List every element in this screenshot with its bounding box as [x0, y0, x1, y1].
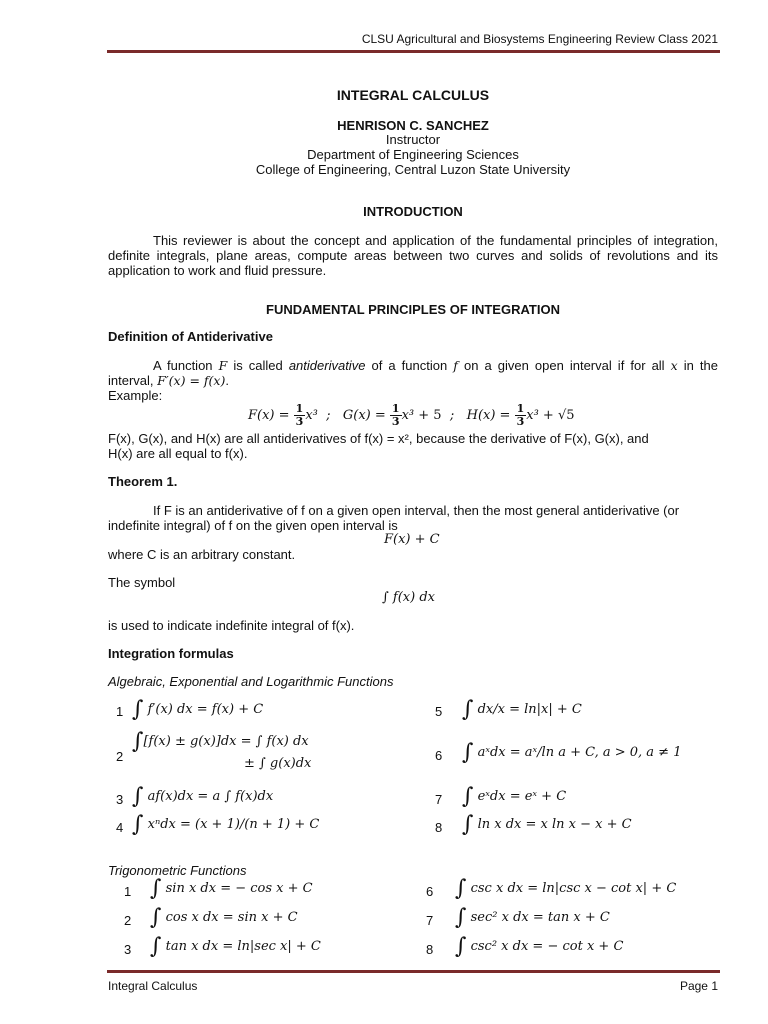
- author-department: Department of Engineering Sciences: [307, 147, 519, 162]
- theorem-constant-note: where C is an arbitrary constant.: [108, 547, 296, 562]
- formula-number: 6: [426, 884, 434, 899]
- def-text-e: in the: [683, 358, 719, 373]
- page-number: Page 1: [679, 979, 718, 993]
- header-rule: [107, 50, 720, 53]
- formula-row: ∫ cos x dx = sin x + C: [150, 905, 298, 930]
- def-term: antiderivative: [288, 358, 366, 373]
- footer-rule: [107, 970, 720, 973]
- author-college: College of Engineering, Central Luzon State University: [255, 162, 571, 177]
- formula-expr: ln x dx = x ln x − x + C: [477, 817, 632, 832]
- formula-expr: sin x dx = − cos x + C: [165, 881, 313, 896]
- formulas-heading: Integration formulas: [108, 646, 234, 661]
- formula-expr: ± ∫ g(x)dx: [244, 756, 312, 771]
- algebraic-heading: Algebraic, Exponential and Logarithmic Functions: [108, 674, 394, 689]
- footer-title: Integral Calculus: [108, 979, 198, 993]
- def-text-a: A function: [153, 358, 213, 373]
- formula-number: 8: [435, 820, 443, 835]
- formula-row: ∫ eˣdx = eˣ + C: [462, 784, 567, 809]
- theorem-paragraph: [108, 503, 718, 533]
- symbol-description: is used to indicate indefinite integral of f(x).: [108, 618, 355, 633]
- author-name: HENRISON C. SANCHEZ: [337, 118, 489, 133]
- symbol-equation: ∫ f(x) dx: [382, 590, 435, 605]
- trig-heading: Trigonometric Functions: [108, 863, 247, 878]
- formula-expr: csc x dx = ln|csc x − cot x| + C: [470, 881, 677, 896]
- formula-row: ∫ csc² x dx = − cot x + C: [455, 934, 624, 959]
- formula-number: 8: [426, 942, 434, 957]
- formula-number: 5: [435, 704, 443, 719]
- theorem-heading: Theorem 1.: [108, 474, 178, 489]
- formula-number: 3: [124, 942, 132, 957]
- formula-number: 2: [124, 913, 132, 928]
- formula-number: 7: [435, 792, 443, 807]
- formula-expr: af(x)dx = a ∫ f(x)dx: [147, 789, 274, 804]
- formula-expr: csc² x dx = − cot x + C: [470, 939, 624, 954]
- formula-expr: xⁿdx = (x + 1)/(n + 1) + C: [147, 817, 320, 832]
- example-label: Example:: [108, 388, 163, 403]
- running-header: CLSU Agricultural and Biosystems Engineering Review Class 2021: [361, 32, 718, 46]
- formula-expr: [f(x) ± g(x)]dx = ∫ f(x) dx: [143, 734, 309, 749]
- formula-expr: sec² x dx = tan x + C: [470, 910, 610, 925]
- formula-row: ∫ tan x dx = ln|sec x| + C: [150, 934, 321, 959]
- formula-row: ∫ dx/x = ln|x| + C: [462, 697, 582, 722]
- theorem-line2: indefinite integral) of f on the given open interval is: [108, 518, 398, 533]
- formula-number: 6: [435, 748, 443, 763]
- formula-number: 1: [124, 884, 132, 899]
- theorem-line1: If F is an antiderivative of f on a given open interval, then the most general antiderivative (or: [153, 503, 680, 518]
- fundamental-heading: FUNDAMENTAL PRINCIPLES OF INTEGRATION: [266, 302, 560, 317]
- def-text-b: is called: [233, 358, 283, 373]
- anti-note-line1: F(x), G(x), and H(x) are all antiderivatives of f(x) = x², because the derivative of F(x), G(x), and: [108, 431, 649, 446]
- formula-row: ∫ ln x dx = x ln x − x + C: [462, 812, 632, 837]
- example-equation: F(x) = $\frac{1}{3}$ x³ ; G(x) = $\frac{1}{3}$ x³ + 5 ; H(x) = $\frac{1}{3}$ x³ + √5: [248, 402, 575, 428]
- formula-row: ∫ af(x)dx = a ∫ f(x)dx: [132, 784, 274, 809]
- formula-expr: tan x dx = ln|sec x| + C: [165, 939, 321, 954]
- def-heading: Definition of Antiderivative: [108, 329, 273, 344]
- formula-row: ∫[f(x) ± g(x)]dx = ∫ f(x) dx: [132, 729, 309, 754]
- author-role: Instructor: [385, 132, 441, 147]
- formula-row: ∫ xⁿdx = (x + 1)/(n + 1) + C: [132, 812, 320, 837]
- symbol-label: The symbol: [108, 575, 176, 590]
- formula-number: 3: [116, 792, 124, 807]
- formula-expr: aˣdx = aˣ/ln a + C, a > 0, a ≠ 1: [477, 745, 682, 760]
- intro-heading: INTRODUCTION: [363, 204, 463, 219]
- formula-number: 2: [116, 749, 124, 764]
- def-text-c: of a function: [371, 358, 448, 373]
- formula-row: ∫ csc x dx = ln|csc x − cot x| + C: [455, 876, 677, 901]
- formula-row: ∫ sec² x dx = tan x + C: [455, 905, 610, 930]
- formula-number: 1: [116, 704, 124, 719]
- formula-row: ∫ f′(x) dx = f(x) + C: [132, 697, 264, 722]
- def-text-d: on a given open interval if for all: [463, 358, 665, 373]
- formula-number: 4: [116, 820, 124, 835]
- antiderivative-note: [108, 431, 718, 461]
- page-title: INTEGRAL CALCULUS: [336, 87, 490, 103]
- definition-paragraph: A function F is called antiderivative of a function f on a given open interval if for all x in the interval, F′(x) = f(x).: [108, 358, 719, 388]
- anti-note-line2: H(x) are all equal to f(x).: [108, 446, 248, 461]
- formula-number: 7: [426, 913, 434, 928]
- formula-expr: f′(x) dx = f(x) + C: [147, 702, 264, 717]
- formula-expr: eˣdx = eˣ + C: [477, 789, 567, 804]
- intro-paragraph: This reviewer is about the concept and application of the fundamental principles of integration, definite integrals, plane areas, compute areas between two curves and solids of revolutions and its application to work and fluid pressure.: [108, 233, 718, 278]
- def-text-f: interval,: [108, 373, 154, 388]
- formula-row: [244, 756, 311, 771]
- formula-row: ∫ aˣdx = aˣ/ln a + C, a > 0, a ≠ 1: [462, 740, 682, 765]
- formula-row: ∫ sin x dx = − cos x + C: [150, 876, 313, 901]
- theorem-equation: F(x) + C: [384, 532, 440, 547]
- formula-expr: cos x dx = sin x + C: [165, 910, 298, 925]
- formula-expr: dx/x = ln|x| + C: [477, 702, 582, 717]
